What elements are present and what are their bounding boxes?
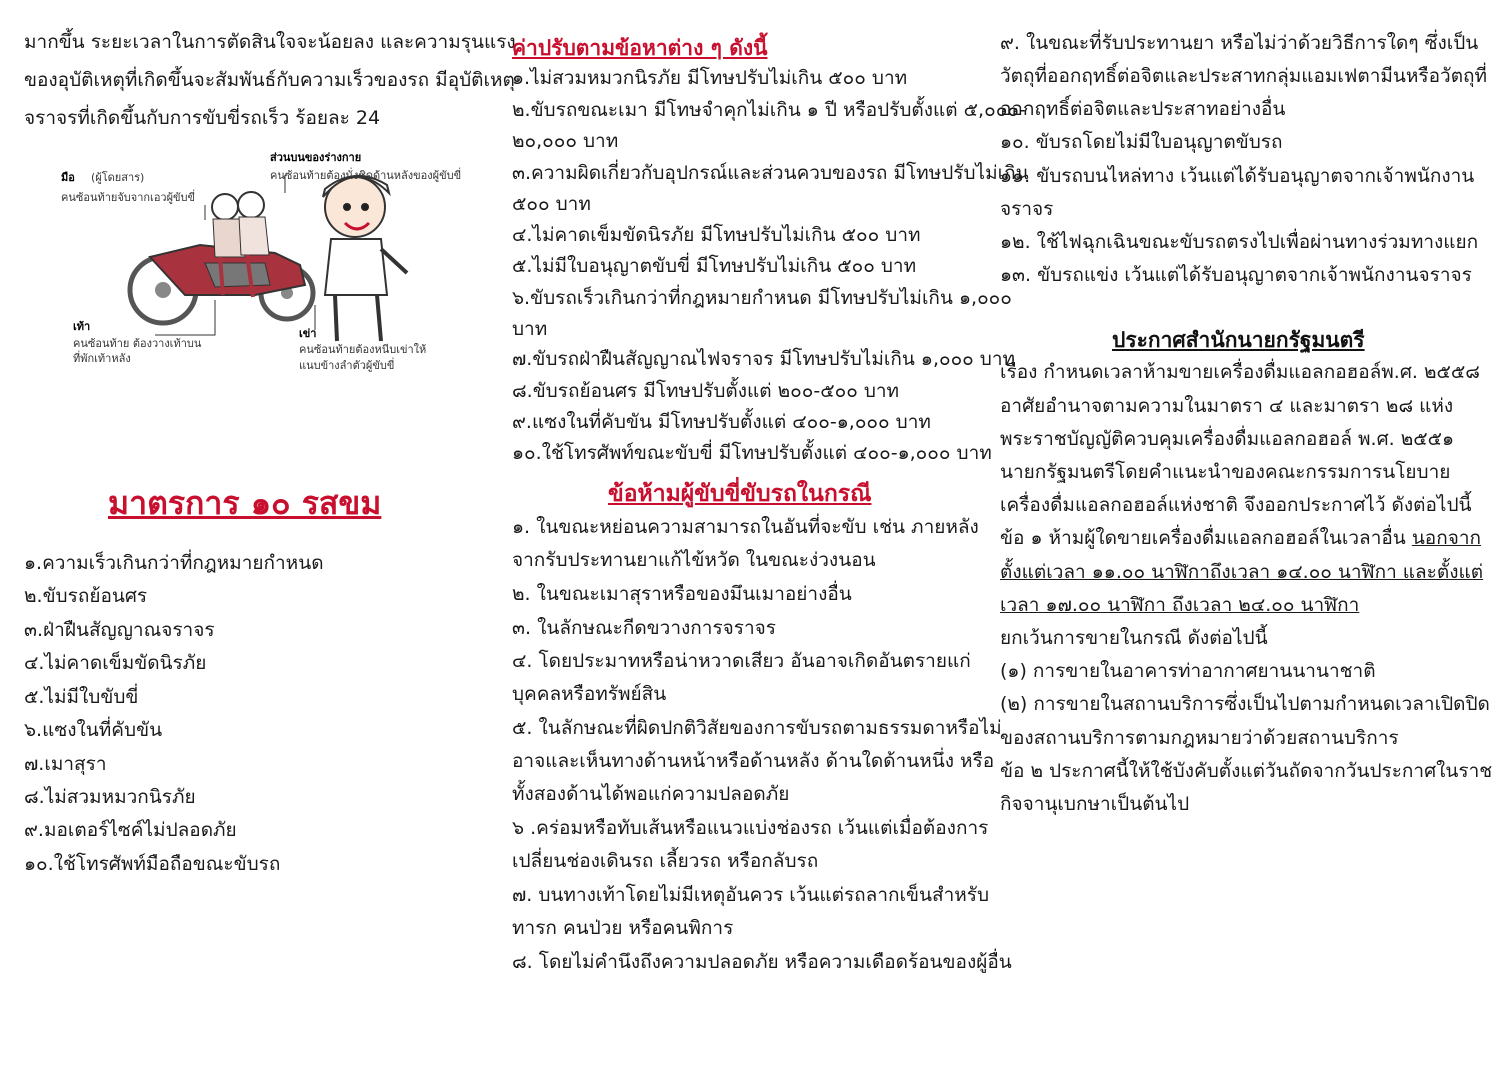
prohibit-line: บุคคลหรือทรัพย์สิน (512, 683, 667, 705)
knee-label-desc: คนซ้อนท้ายต้องหนีบเข่าให้ (299, 343, 427, 356)
measure-item: ๖.แซงในที่คับขัน (24, 719, 163, 741)
fine-line: ๘.ขับรถย้อนศร มีโทษปรับตั้งแต่ ๒๐๐-๕๐๐ บาท (512, 380, 900, 402)
announcement-line: อาศัยอำนาจตามความในมาตรา ๔ และมาตรา ๒๘ แห่ง (1000, 395, 1454, 417)
intro-line: ของอุบัติเหตุที่เกิดขึ้นจะสัมพันธ์กับความเร็วของรถ มีอุบัติเหตุ (24, 69, 515, 91)
measures-title: มาตรการ ๑๐ รสขม (108, 484, 382, 522)
prohibit-line: ทั้งสองด้านได้พอแก่ความปลอดภัย (512, 783, 790, 805)
measure-item: ๗.เมาสุรา (24, 753, 107, 775)
clause-1-hours: เวลา ๑๗.๐๐ นาฬิกา ถึงเวลา ๒๔.๐๐ นาฬิกา (1000, 594, 1360, 616)
hand-label-title: มือ (61, 171, 75, 184)
exception-line: ของสถานบริการตามกฎหมายว่าด้วยสถานบริการ (1000, 727, 1399, 749)
knee-label-title: เข่า (299, 327, 317, 340)
exception-line: (๑) การขายในอาคารท่าอากาศยานนานาชาติ (1000, 660, 1376, 682)
prohibit-line: ๕. ในลักษณะที่ผิดปกติวิสัยของการขับรถตามธรรมดาหรือไม่ (512, 717, 1002, 739)
motorcycle-safety-illustration (55, 145, 462, 375)
fine-line: ๒๐,๐๐๐ บาท (512, 130, 619, 152)
intro-line: มากขึ้น ระยะเวลาในการตัดสินใจจะน้อยลง และความรุนแรง (24, 31, 516, 53)
prohibit-line: อาจและเห็นทางด้านหน้าหรือด้านหลัง ด้านใดด้านหนึ่ง หรือ (512, 750, 995, 772)
measure-item: ๙.มอเตอร์ไซค์ไม่ปลอดภัย (24, 819, 237, 841)
fine-line: ๔.ไม่คาดเข็มขัดนิรภัย มีโทษปรับไม่เกิน ๕๐๐ บาท (512, 224, 921, 246)
foot-label-desc: ที่พักเท้าหลัง (73, 352, 131, 365)
foot-label-title: เท้า (73, 320, 91, 333)
fine-line: ๓.ความผิดเกี่ยวกับอุปกรณ์และส่วนควบของรถ มีโทษปรับไม่เกิน (512, 162, 1029, 184)
fine-line: ๕๐๐ บาท (512, 193, 591, 215)
prohibit-line-continued: ๙. ในขณะที่รับประทานยา หรือไม่ว่าด้วยวิธีการใดๆ ซึ่งเป็น (1000, 32, 1479, 54)
prohibit-line-continued: ออกฤทธิ์ต่อจิตและประสาทอย่างอื่น (1000, 98, 1286, 120)
fine-line: ๕.ไม่มีใบอนุญาตขับขี่ มีโทษปรับไม่เกิน ๕๐๐ บาท (512, 255, 917, 277)
body-label-desc: คนซ้อนท้ายต้องนั่งชิดด้านหลังของผู้ขับขี่ (270, 169, 462, 182)
prohibit-title: ข้อห้ามผู้ขับขี่ขับรถในกรณี (608, 481, 872, 507)
fines-title: ค่าปรับตามข้อหาต่าง ๆ ดังนี้ (512, 36, 768, 60)
prohibit-line: ทารก คนป่วย หรือคนพิการ (512, 917, 734, 939)
fine-line: ๙.แซงในที่คับขัน มีโทษปรับตั้งแต่ ๔๐๐-๑,๐๐๐ บาท (512, 411, 931, 433)
foot-label-desc: คนซ้อนท้าย ต้องวางเท้าบน (73, 337, 202, 350)
measure-item: ๘.ไม่สวมหมวกนิรภัย (24, 786, 196, 808)
clause-2-line: กิจจานุเบกษาเป็นต้นไป (1000, 793, 1190, 815)
prohibit-line-continued: ๑๒. ใช้ไฟฉุกเฉินขณะขับรถตรงไปเพื่อผ่านทางร่วมทางแยก (1000, 231, 1479, 253)
measure-item: ๒.ขับรถย้อนศร (24, 585, 148, 607)
hand-label-paren: (ผู้โดยสาร) (91, 171, 145, 184)
measure-item: ๔.ไม่คาดเข็มขัดนิรภัย (24, 652, 207, 674)
prohibit-line: จากรับประทานยาแก้ไข้หวัด ในขณะง่วงนอน (512, 549, 876, 571)
knee-label-desc: แนบข้างลำตัวผู้ขับขี่ (299, 359, 395, 372)
prohibit-line-continued: วัตถุที่ออกฤทธิ์ต่อจิตและประสาทกลุ่มแอมเฟตามีนหรือวัตถุที่ (1000, 65, 1488, 87)
prohibit-line-continued: จราจร (1000, 198, 1054, 220)
announcement-line: เครื่องดื่มแอลกอฮอล์แห่งชาติ จึงออกประกาศไว้ ดังต่อไปนี้ (1000, 494, 1472, 516)
fine-line: ๗.ขับรถฝ่าฝืนสัญญาณไฟจราจร มีโทษปรับไม่เกิน ๑,๐๐๐ บาท (512, 348, 1016, 370)
fine-line: ๑.ไม่สวมหมวกนิรภัย มีโทษปรับไม่เกิน ๕๐๐ บาท (512, 67, 908, 89)
measure-item: ๑.ความเร็วเกินกว่าที่กฎหมายกำหนด (24, 552, 324, 574)
measure-item: ๕.ไม่มีใบขับขี่ (24, 686, 139, 708)
announcement-line: พระราชบัญญัติควบคุมเครื่องดื่มแอลกอฮอล์ พ.ศ. ๒๕๕๑ (1000, 428, 1455, 450)
prohibit-line: ๓. ในลักษณะกีดขวางการจราจร (512, 617, 777, 639)
clause-1-line (1000, 526, 1481, 550)
measure-item: ๓.ฝ่าฝืนสัญญาณจราจร (24, 619, 215, 641)
exception-line: ยกเว้นการขายในกรณี ดังต่อไปนี้ (1000, 627, 1268, 649)
prohibit-line: ๔. โดยประมาทหรือน่าหวาดเสียว อันอาจเกิดอันตรายแก่ (512, 650, 971, 672)
announcement-title: ประกาศสำนักนายกรัฐมนตรี (1112, 328, 1365, 352)
prohibit-line: ๒. ในขณะเมาสุราหรือของมึนเมาอย่างอื่น (512, 583, 852, 605)
announcement-line: นายกรัฐมนตรีโดยคำแนะนำของคณะกรรมการนโยบาย (1000, 461, 1451, 483)
prohibit-line-continued: ๑๑. ขับรถบนไหล่ทาง เว้นแต่ได้รับอนุญาตจากเจ้าพนักงาน (1000, 165, 1475, 187)
clause-1-hours-start: นอกจาก (1411, 527, 1482, 549)
hand-label-desc: คนซ้อนท้ายจับจากเอวผู้ขับขี่ (61, 191, 196, 204)
prohibit-line-continued: ๑๓. ขับรถแข่ง เว้นแต่ได้รับอนุญาตจากเจ้าพนักงานจราจร (1000, 264, 1472, 286)
measure-item: ๑๐.ใช้โทรศัพท์มือถือขณะขับรถ (24, 853, 281, 875)
fine-line: ๖.ขับรถเร็วเกินกว่าที่กฎหมายกำหนด มีโทษปรับไม่เกิน ๑,๐๐๐ (512, 287, 1012, 309)
prohibit-line: ๖ .คร่อมหรือทับเส้นหรือแนวแบ่งช่องรถ เว้นแต่เมื่อต้องการ (512, 817, 989, 839)
prohibit-line: ๘. โดยไม่คำนึงถึงความปลอดภัย หรือความเดือดร้อนของผู้อื่น (512, 951, 1012, 973)
fine-line: บาท (512, 318, 548, 340)
announcement-line: เรื่อง กำหนดเวลาห้ามขายเครื่องดื่มแอลกอฮอล์พ.ศ. ๒๕๕๘ (1000, 361, 1480, 383)
prohibit-line: ๗. บนทางเท้าโดยไม่มีเหตุอันควร เว้นแต่รถลากเข็นสำหรับ (512, 884, 990, 906)
prohibit-line: เปลี่ยนช่องเดินรถ เลี้ยวรถ หรือกลับรถ (512, 850, 819, 872)
clause-1-hours: ตั้งแต่เวลา ๑๑.๐๐ นาฬิกาถึงเวลา ๑๔.๐๐ นาฬิกา และตั้งแต่ (1000, 561, 1484, 583)
body-label-title: ส่วนบนของร่างกาย (270, 151, 362, 164)
fine-line: ๑๐.ใช้โทรศัพท์ขณะขับขี่ มีโทษปรับตั้งแต่ ๔๐๐-๑,๐๐๐ บาท (512, 442, 992, 464)
clause-2-line: ข้อ ๒ ประกาศนี้ให้ใช้บังคับตั้งแต่วันถัดจากวันประกาศในราช (1000, 760, 1493, 782)
intro-line: จราจรที่เกิดขึ้นกับการขับขี่รถเร็ว ร้อยละ 24 (24, 107, 381, 129)
fine-line: ๒.ขับรถขณะเมา มีโทษจำคุกไม่เกิน ๑ ปี หรือปรับตั้งแต่ ๕,๐๐๐- (512, 99, 1026, 121)
prohibit-line-continued: ๑๐. ขับรถโดยไม่มีใบอนุญาตขับรถ (1000, 131, 1283, 153)
prohibit-line: ๑. ในขณะหย่อนความสามารถในอันที่จะขับ เช่น ภายหลัง (512, 516, 979, 538)
exception-line: (๒) การขายในสถานบริการซึ่งเป็นไปตามกำหนดเวลาเปิดปิด (1000, 693, 1490, 715)
clause-1-prefix: ข้อ ๑ ห้ามผู้ใดขายเครื่องดื่มแอลกอฮอล์ในเวลาอื่น (1000, 527, 1412, 549)
